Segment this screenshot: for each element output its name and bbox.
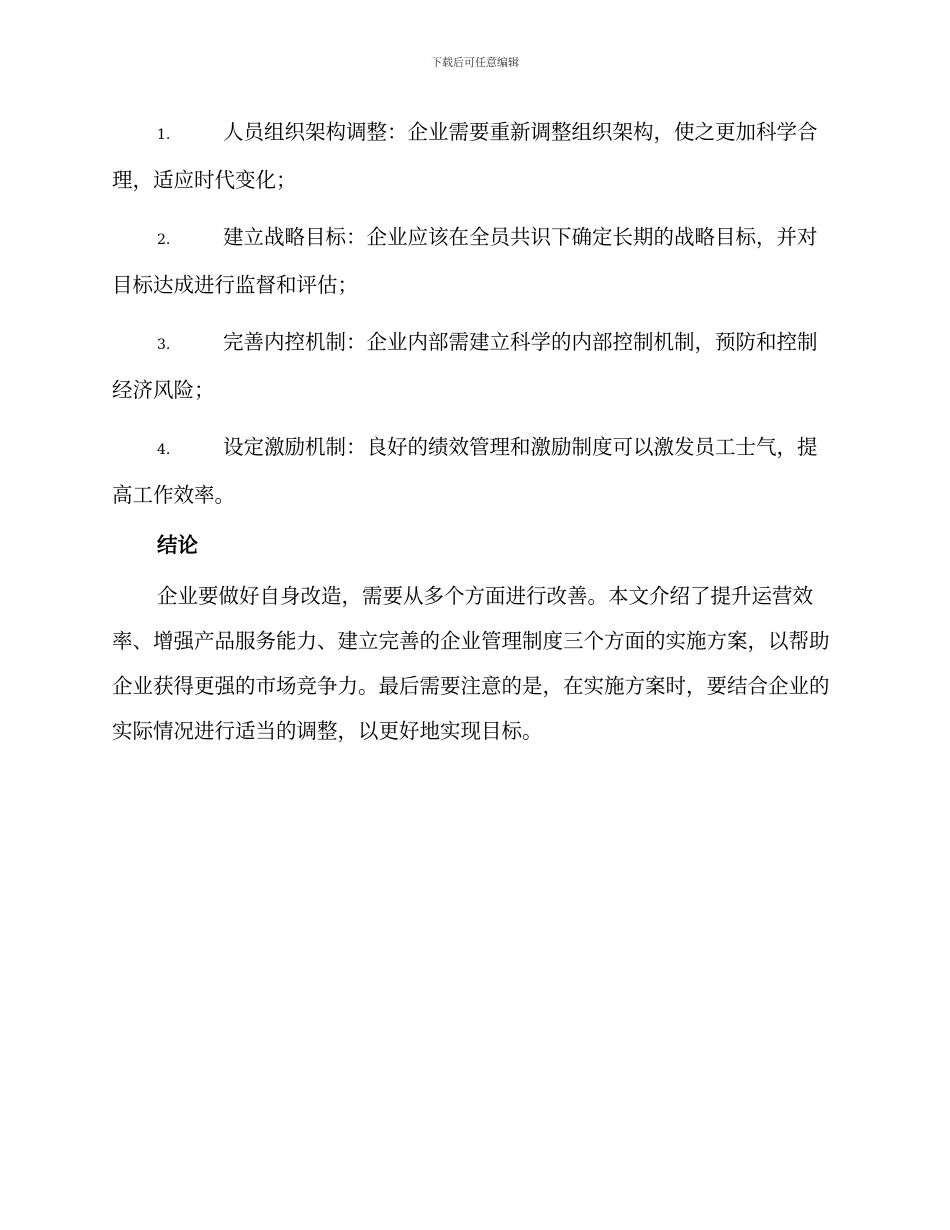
list-item-number: 1. bbox=[157, 127, 171, 143]
list-item-text: 人员组织架构调整：企业需要重新调整组织架构，使之更加科学合理，适应时代变化； bbox=[112, 120, 818, 192]
list-item-number: 4. bbox=[157, 442, 171, 458]
list-item bbox=[112, 425, 834, 518]
list-item-number: 3. bbox=[157, 337, 171, 353]
conclusion-heading: 结论 bbox=[157, 533, 198, 557]
document-body bbox=[112, 110, 834, 754]
page-header: 下载后可任意编辑 bbox=[431, 56, 519, 69]
list-item-text: 设定激励机制：良好的绩效管理和激励制度可以激发员工士气，提高工作效率。 bbox=[112, 435, 818, 507]
list-item-number: 2. bbox=[157, 232, 171, 248]
list-item-text: 建立战略目标：企业应该在全员共识下确定长期的战略目标，并对目标达成进行监督和评估； bbox=[112, 225, 818, 297]
list-item-text: 完善内控机制：企业内部需建立科学的内部控制机制，预防和控制经济风险； bbox=[112, 330, 818, 402]
list-item bbox=[112, 215, 834, 308]
conclusion-paragraph: 企业要做好自身改造，需要从多个方面进行改善。本文介绍了提升运营效率、增强产品服务能力、建立完善的企业管理制度三个方面的实施方案，以帮助企业获得更强的市场竞争力。最后需要注意的是，在实施方案时，要结合企业的实际情况进行适当的调整，以更好地实现目标。 bbox=[112, 584, 830, 743]
list-item bbox=[112, 110, 834, 203]
list-item bbox=[112, 320, 834, 413]
